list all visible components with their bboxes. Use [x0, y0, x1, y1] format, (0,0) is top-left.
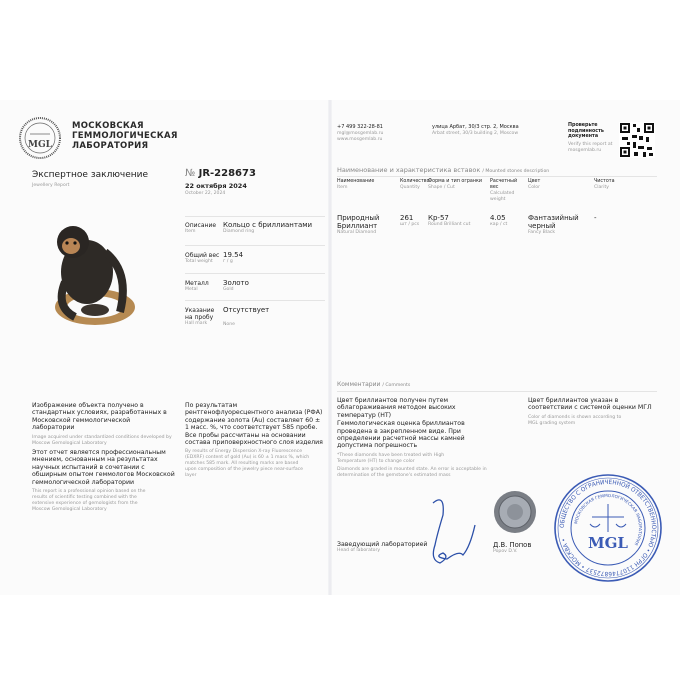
item-row-metal-value	[223, 279, 249, 293]
address-ru: улица Арбат, 30/3 стр. 2, Москва	[432, 124, 519, 130]
report-date-en: October 22, 2024	[185, 191, 226, 196]
qr-code-icon[interactable]	[619, 122, 655, 158]
row-value-en: Diamond ring	[223, 229, 255, 234]
comment-en: Color of diamonds is shown according to MGL grading system	[528, 414, 622, 426]
column-header-shape-cut	[428, 179, 486, 191]
name-en: Popov D.V.	[493, 549, 518, 554]
note-en: Image acquired under standardized conditions developed by Moscow Gemological Laboratory	[32, 434, 172, 446]
item-row-description	[185, 222, 221, 235]
row-label: Общий вес	[185, 252, 220, 259]
signature-image	[425, 495, 485, 570]
comments-heading-en: / Comments	[382, 383, 411, 388]
note-image	[32, 402, 172, 447]
comment-ru: Геммологическая оценка бриллиантов проведена в закрепленном виде. При определении расчетной массы камней допустима погрешность	[337, 420, 465, 450]
row-value-en: Gold	[223, 287, 234, 292]
cell-ru: Фантазийный черный	[528, 214, 579, 230]
signatory-role	[337, 541, 427, 554]
column-header-calculated-weight	[490, 179, 526, 203]
note-en: This report is a professional opinion based on the results of scientific testing combined with the extensive experience of gemologists from the Moscow Gemological Laboratory	[32, 489, 146, 513]
stone-cell-color	[528, 214, 590, 236]
stones-heading-ru: Наименование и характеристика вставок	[337, 166, 481, 174]
email-link[interactable]: mgl@mosgemlab.ru	[337, 131, 384, 136]
column-header-color	[528, 179, 590, 191]
row-label-en: Item	[185, 229, 196, 234]
row-value: Отсутствует	[223, 306, 270, 314]
item-row-metal	[185, 280, 221, 293]
cell-en: Round Brilliant cut	[428, 222, 471, 227]
column-header-quantity	[400, 179, 430, 191]
role-en: Head of laboratory	[337, 548, 381, 554]
comments-heading	[337, 381, 410, 390]
report-date: 22 октября 2024	[185, 182, 247, 190]
row-value-en: None	[223, 322, 235, 327]
stone-cell-calculated-weight	[490, 214, 526, 228]
cell-en: кар / ct	[490, 222, 508, 227]
note-ru: Этот отчет является профессиональным мнением, основанным на результатах научных испытаний в сочетании с обширным опытом геммологов Московской геммологической лаборатории	[32, 449, 175, 486]
row-value: Кольцо с бриллиантами	[223, 221, 313, 229]
header-ru: Расчетный вес	[490, 179, 518, 190]
number-value: JR-228673	[198, 168, 256, 179]
comments-heading-ru: Комментарии	[337, 381, 381, 388]
stones-heading-en: / Mounted stones description	[482, 169, 550, 174]
cell-en: Natural Diamond	[337, 230, 377, 235]
verify-en: Verify this report at mosgemlab.ru	[568, 141, 613, 153]
stone-cell-shape-cut	[428, 214, 486, 228]
cell-ru: 261	[400, 214, 414, 222]
comments-right	[528, 397, 658, 427]
item-row-weight-value	[223, 251, 243, 265]
cell-ru: -	[594, 214, 597, 222]
verify	[568, 123, 613, 154]
note-xrf	[185, 402, 325, 479]
note-en: By results of Energy Dispersion X-ray Fluorescence (EDXRF) content of gold (Au) is 60 ± 1 mass %, which matches 585 mark. All resulting marks are based upon composition of the jewelry piece near-surface layer	[185, 449, 310, 479]
column-header-item	[337, 179, 397, 191]
stone-cell-clarity	[594, 214, 654, 222]
contacts	[337, 124, 383, 143]
header-en: Item	[337, 185, 348, 190]
row-label-en: Total weight	[185, 259, 213, 264]
header-ru: Чистота	[594, 179, 615, 184]
cell-en: шт / pcs	[400, 222, 420, 227]
header-ru: Цвет	[528, 179, 541, 184]
lab-name-line: ЛАБОРАТОРИЯ	[72, 141, 149, 151]
header-ru: Форма и тип огранки	[428, 179, 482, 184]
signatory-name	[493, 541, 531, 555]
header-en: Clarity	[594, 185, 609, 190]
header-en: Calculated weight	[490, 191, 515, 202]
company-stamp	[552, 472, 664, 584]
ring-photo	[25, 212, 150, 330]
cell-ru: Природный Бриллиант	[337, 214, 380, 230]
verify-ru: Проверьте подлинность документа	[568, 123, 604, 140]
row-label: Описание	[185, 222, 217, 229]
header-ru: Наименование	[337, 179, 375, 184]
comment-en: *These diamonds have been treated with High Temperature (HT) to change color	[337, 452, 445, 464]
header-ru: Количество	[400, 179, 430, 184]
column-header-clarity	[594, 179, 654, 191]
lab-name	[72, 121, 178, 151]
row-label-en: Metal	[185, 287, 198, 292]
row-value: 19.54	[223, 251, 244, 259]
row-label-en: Hall mark	[185, 321, 208, 326]
note-opinion	[32, 449, 177, 513]
website-link[interactable]: www.mosgemlab.ru	[337, 137, 383, 142]
address	[432, 124, 519, 137]
stamp-center-text: MGL	[588, 534, 628, 552]
name-ru: Д.В. Попов	[493, 541, 532, 549]
header-en: Color	[528, 185, 540, 190]
stamp-ring-text: ОБЩЕСТВО С ОГРАНИЧЕННОЙ ОТВЕТСТВЕННОСТЬЮ • ОГРН 1107746872537 • МОСКВА •	[558, 478, 658, 578]
number-prefix: №	[185, 168, 196, 179]
comment-ru: Цвет бриллиантов получен путем облагораживания методом высоких температур (НТ)	[337, 397, 456, 419]
row-value: Золото	[223, 279, 249, 287]
stone-cell-item	[337, 214, 397, 236]
stamp-inner-text: МОСКОВСКАЯ ГЕММОЛОГИЧЕСКАЯ ЛАБОРАТОРИЯ	[573, 492, 644, 547]
lab-name-line: ГЕММОЛОГИЧЕСКАЯ	[72, 131, 178, 141]
header-en: Shape / Cut	[428, 185, 455, 190]
row-label: Указание на пробу	[185, 307, 215, 321]
item-row-hallmark	[185, 307, 221, 327]
item-row-description-value	[223, 221, 312, 235]
note-ru: Изображение объекта получено в стандартных условиях, разработанных в Московской геммологической лаборатории	[32, 402, 167, 432]
phone: +7 499 322-28-81	[337, 124, 383, 130]
address-en: Arbat street, 30/3 building 2, Moscow	[432, 131, 519, 136]
item-row-hallmark-value	[223, 306, 269, 328]
note-ru: По результатам рентгенофлуоресцентного анализа (РФА) содержание золота (Au) составляет 60 ± 1 масс. %, что соответствует 585 пробе. Все пробы рассчитаны на основании состава приповерхностного слоя изделия	[185, 402, 323, 447]
comment-ru: Цвет бриллиантов указан в соответствии с системой оценки МГЛ	[528, 397, 652, 412]
stone-cell-quantity	[400, 214, 426, 228]
hologram-seal	[493, 490, 537, 534]
cell-en: Fancy Black	[528, 230, 556, 235]
cell-ru: 4.05	[490, 214, 506, 222]
comments-body	[337, 397, 487, 479]
report-number	[185, 168, 256, 180]
row-value-en: г / g	[223, 259, 233, 264]
cell-ru: Кр-57	[428, 214, 449, 222]
report-title-en: Jewellery Report	[32, 183, 70, 188]
lab-name-line: МОСКОВСКАЯ	[72, 121, 144, 131]
svg-text:MGL: MGL	[28, 140, 52, 150]
header-en: Quantity	[400, 185, 420, 190]
comment-en: Diamonds are graded in mounted state. An error is acceptable in determination of the gemstone's estimated mass	[337, 466, 487, 478]
role-ru: Заведующий лабораторией	[337, 541, 428, 548]
stones-heading	[337, 166, 549, 176]
mgl-logo-icon	[18, 116, 62, 160]
item-row-weight	[185, 252, 221, 265]
page-fold	[328, 100, 332, 595]
row-label: Металл	[185, 280, 209, 287]
report-title: Экспертное заключение	[32, 170, 149, 180]
